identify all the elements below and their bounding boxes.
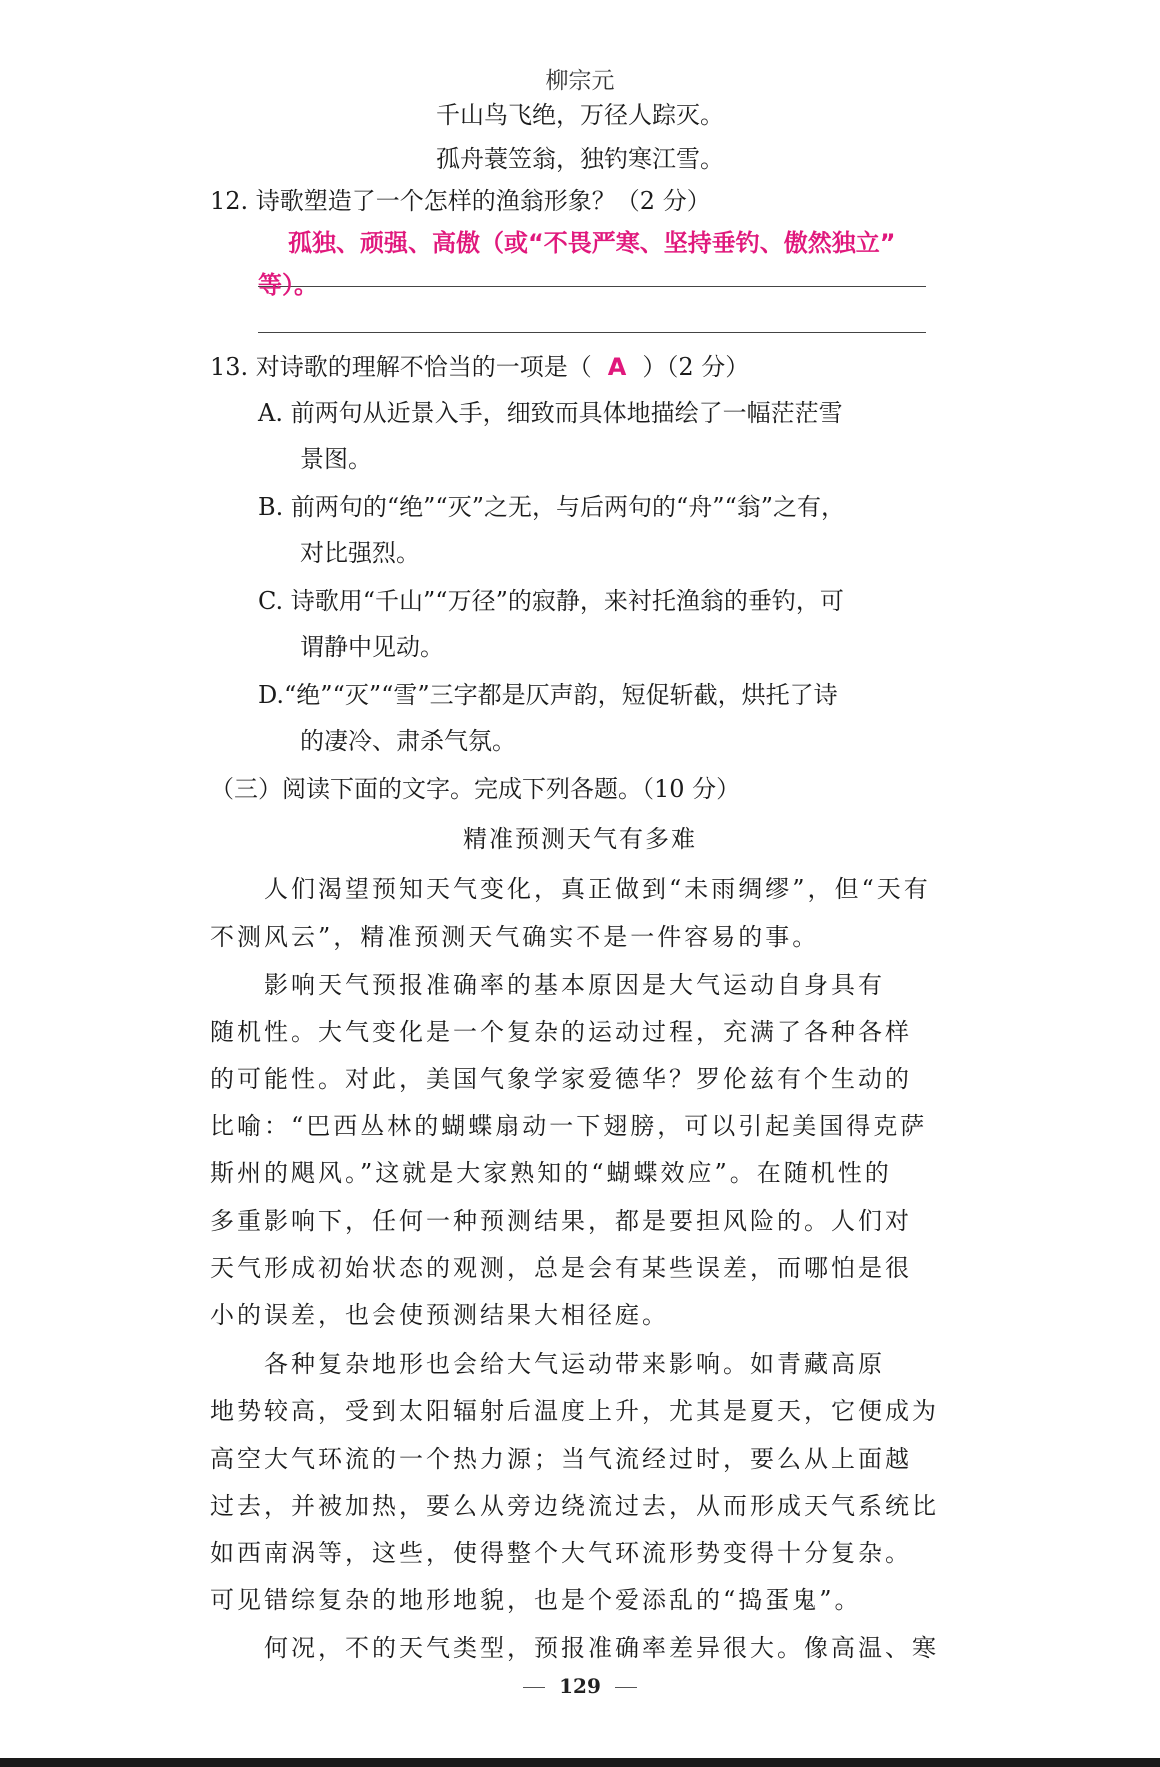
question-13-stem-prefix: 13. 对诗歌的理解不恰当的一项是（ [210, 353, 592, 381]
option-b-line-2: 对比强烈。 [300, 539, 420, 567]
question-12-answer-line-1: 孤独、顽强、高傲（或“不畏严寒、坚持垂钓、傲然独立” [288, 229, 896, 257]
page-footer [0, 1674, 1160, 1698]
answer-underline-1 [258, 286, 926, 287]
question-13-stem-suffix: ）（2 分） [642, 353, 750, 381]
footer-dash-left [523, 1687, 545, 1688]
article-line: 斯州的飓风。”这就是大家熟知的“蝴蝶效应”。在随机性的 [210, 1159, 892, 1187]
article-line: 不测风云”，精准预测天气确实不是一件容易的事。 [210, 923, 820, 951]
article-line: 的可能性。对此，美国气象学家爱德华？罗伦兹有个生动的 [210, 1065, 912, 1093]
footer-dash-right [615, 1687, 637, 1688]
poem-line-2: 孤舟蓑笠翁，独钓寒江雪。 [436, 145, 724, 173]
option-a-line-1: A. 前两句从近景入手，细致而具体地描绘了一幅茫茫雪 [258, 399, 843, 427]
question-12-answer-line-2: 等）。 [258, 271, 318, 299]
bottom-edge-bar [0, 1758, 1160, 1767]
section-3-heading: （三）阅读下面的文字。完成下列各题。（10 分） [210, 775, 741, 803]
option-d-line-2: 的凄冷、肃杀气氛。 [300, 727, 516, 755]
article-line: 多重影响下，任何一种预测结果，都是要担风险的。人们对 [210, 1207, 912, 1235]
article-line: 随机性。大气变化是一个复杂的运动过程，充满了各种各样 [210, 1018, 912, 1046]
question-13-answer: A [607, 353, 627, 381]
article-line: 人们渴望预知天气变化，真正做到“未雨绸缪”，但“天有 [264, 875, 931, 903]
article-line: 各种复杂地形也会给大气运动带来影响。如青藏高原 [264, 1350, 885, 1378]
article-line: 地势较高，受到太阳辐射后温度上升，尤其是夏天，它便成为 [210, 1397, 939, 1425]
article-line: 比喻：“巴西丛林的蝴蝶扇动一下翅膀，可以引起美国得克萨 [210, 1112, 928, 1140]
question-12-stem: 12. 诗歌塑造了一个怎样的渔翁形象？（2 分） [210, 187, 711, 215]
article-line: 影响天气预报准确率的基本原因是大气运动自身具有 [264, 971, 885, 999]
article-line: 可见错综复杂的地形地貌，也是个爱添乱的“捣蛋鬼”。 [210, 1586, 862, 1614]
article-line: 如西南涡等，这些，使得整个大气环流形势变得十分复杂。 [210, 1539, 912, 1567]
question-13-stem [210, 352, 749, 382]
poem-author: 柳宗元 [545, 68, 615, 94]
option-d-line-1: D.“绝”“灭”“雪”三字都是仄声韵，短促斩截，烘托了诗 [258, 681, 838, 709]
article-line: 小的误差，也会使预测结果大相径庭。 [210, 1301, 669, 1329]
article-line: 天气形成初始状态的观测，总是会有某些误差，而哪怕是很 [210, 1254, 912, 1282]
article-title: 精准预测天气有多难 [463, 825, 697, 853]
article-line: 高空大气环流的一个热力源；当气流经过时，要么从上面越 [210, 1445, 912, 1473]
article-line: 何况，不的天气类型，预报准确率差异很大。像高温、寒 [264, 1634, 939, 1662]
page-number: 129 [559, 1674, 601, 1698]
option-c-line-1: C. 诗歌用“千山”“万径”的寂静，来衬托渔翁的垂钓，可 [258, 587, 844, 615]
answer-underline-2 [258, 332, 926, 333]
option-c-line-2: 谓静中见动。 [300, 633, 444, 661]
poem-line-1: 千山鸟飞绝，万径人踪灭。 [436, 101, 724, 129]
article-line: 过去，并被加热，要么从旁边绕流过去，从而形成天气系统比 [210, 1492, 939, 1520]
option-b-line-1: B. 前两句的“绝”“灭”之无，与后两句的“舟”“翁”之有， [258, 493, 846, 521]
option-a-line-2: 景图。 [300, 445, 372, 473]
